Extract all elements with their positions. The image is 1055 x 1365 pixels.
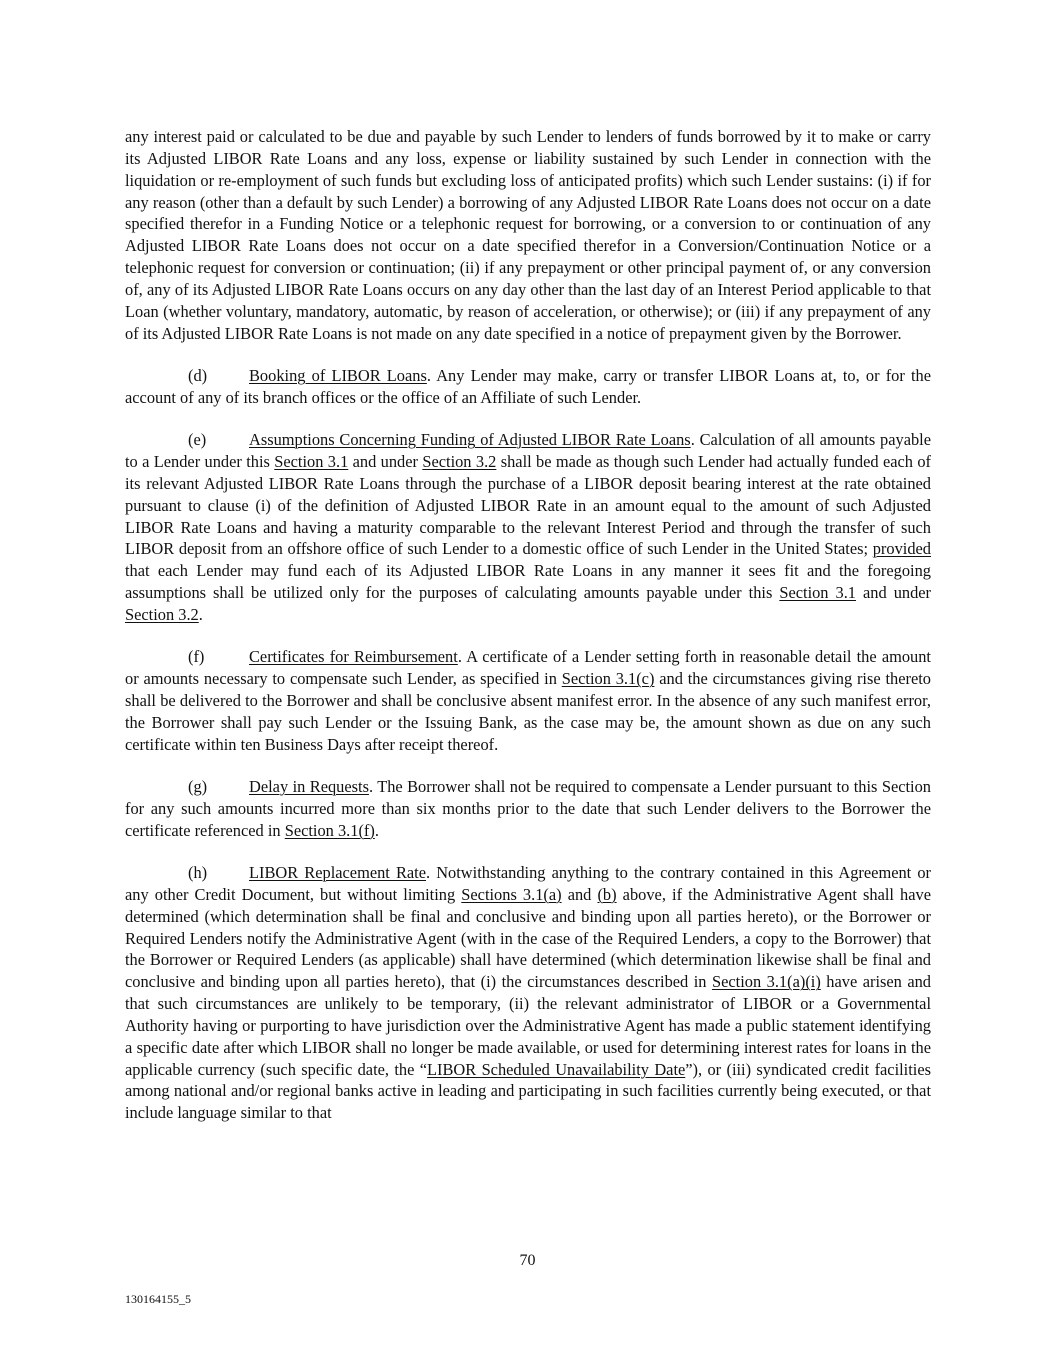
section-heading: Booking of LIBOR Loans: [249, 365, 427, 385]
page-number: 70: [519, 1252, 536, 1269]
section-text: ”), or (iii) syndicated credit facilities among national and/or regional banks active in leading and participating in such facilities currently being executed, or that include language similar to that: [125, 1059, 931, 1123]
section-h: [125, 862, 931, 1124]
cross-reference: (b): [597, 884, 617, 904]
cross-reference: Section 3.1(c): [561, 669, 655, 689]
section-text: . A certificate of a Lender setting forth in reasonable detail the amount or amounts necessary to compensate such Lender, as specified in: [125, 647, 931, 689]
cross-reference: Section 3.2: [125, 604, 199, 624]
cross-reference: Section 3.1: [274, 451, 349, 471]
cross-reference: Section 3.2: [422, 451, 497, 471]
section-text: and: [561, 884, 598, 904]
section-label: (d): [188, 365, 208, 385]
section-d: [125, 365, 931, 409]
section-text: shall be made as though such Lender had actually funded each of its relevant Adjusted LIBOR Rate Loans through the purchase of a LIBOR deposit bearing interest at the rate obtained pursuant to clause (i) of the definition of Adjusted LIBOR Rate in an amount equal to the amount of such Adjusted LIBOR Rate Loans and having a maturity comparable to the relevant Interest Period and through the transfer of such LIBOR deposit from an offshore office of such Lender to a domestic office of such Lender in the United States;: [125, 451, 931, 559]
section-text: .: [198, 604, 203, 624]
cross-reference: Sections 3.1(a): [461, 884, 562, 904]
section-label: (f): [188, 647, 205, 667]
paragraph-text: any interest paid or calculated to be due and payable by such Lender to lenders of funds borrowed by it to make or carry its Adjusted LIBOR Rate Loans and any loss, expense or liability sustained by such Lender in connection with the liquidation or re-employment of such funds but excluding loss of anticipated profits) which such Lender sustains: (i) if for any reason (other than a default by such Lender) a borrowing of any Adjusted LIBOR Rate Loans does not occur on a date specified therefor in a Funding Notice or a telephonic request for borrowing, or a conversion to or continuation of any Adjusted LIBOR Rate Loans does not occur on a date specified therefor in a Conversion/Continuation Notice or a telephonic request for conversion or continuation; (ii) if any prepayment or other principal payment of, or any conversion of, any of its Adjusted LIBOR Rate Loans occurs on any day other than the last day of an Interest Period applicable to that Loan (whether voluntary, mandatory, automatic, by reason of acceleration, or otherwise); or (iii) if any prepayment of any of its Adjusted LIBOR Rate Loans is not made on any date specified in a notice of prepayment given by the Borrower.: [125, 127, 931, 343]
section-text: .: [374, 820, 379, 840]
cross-reference: Section 3.1(f): [284, 820, 375, 840]
section-text: and under: [348, 451, 423, 471]
section-heading: Certificates for Reimbursement: [249, 647, 458, 667]
section-label: (e): [188, 430, 207, 450]
section-text: . Notwithstanding anything to the contrary contained in this Agreement or any other Credit Document, but without limiting: [125, 862, 931, 904]
section-e: [125, 429, 931, 626]
section-text: and under: [856, 583, 932, 603]
section-text: above, if the Administrative Agent shall have determined (which determination shall be final and conclusive and binding upon all parties hereto), or the Borrower or Required Lenders notify the Administrative Agent (with in the case of the Required Lenders, a copy to the Borrower) that the Borrower or Required Lenders (as applicable) shall have determined (which determination likewise shall be final and conclusive and binding upon all parties hereto), that (i) the circumstances described in: [125, 884, 931, 992]
section-text: that each Lender may fund each of its Adjusted LIBOR Rate Loans in any manner it sees fit and the foregoing assumptions shall be utilized only for the purposes of calculating amounts payable under this: [125, 561, 931, 603]
document-body: [125, 126, 931, 1145]
section-heading: LIBOR Replacement Rate: [249, 862, 426, 882]
section-text: and the circumstances giving rise thereto shall be delivered to the Borrower and shall be conclusive absent manifest error. In the absence of any such manifest error, the Borrower shall pay such Lender or the Issuing Bank, as the case may be, the amount shown as due on any such certificate within ten Business Days after receipt thereof.: [125, 669, 931, 754]
section-label: (g): [188, 776, 208, 796]
section-label: (h): [188, 862, 208, 882]
section-text: . Any Lender may make, carry or transfer LIBOR Loans at, to, or for the account of any of its branch offices or the office of an Affiliate of such Lender.: [125, 365, 932, 407]
defined-term: provided: [872, 539, 931, 559]
section-text: . The Borrower shall not be required to compensate a Lender pursuant to this Section for any such amounts incurred more than six months prior to the date that such Lender delivers to the Borrower the certificate referenced in: [125, 776, 931, 840]
section-g: [125, 776, 931, 842]
section-text: have arisen and that such circumstances are unlikely to be temporary, (ii) the relevant administrator of LIBOR or a Governmental Authority having or purporting to have jurisdiction over the Administrative Agent has made a public statement identifying a specific date after which LIBOR shall no longer be made available, or used for determining interest rates for loans in the applicable currency (such specific date, the “: [125, 972, 931, 1079]
paragraph-continuation: [125, 126, 931, 344]
defined-term: LIBOR Scheduled Unavailability Date: [427, 1059, 686, 1079]
cross-reference: Section 3.1(a)(i): [711, 972, 821, 992]
cross-reference: Section 3.1: [779, 583, 857, 603]
section-heading: Delay in Requests: [249, 776, 369, 796]
section-f: [125, 646, 931, 755]
document-id: 130164155_5: [125, 1292, 191, 1306]
section-heading: Assumptions Concerning Funding of Adjusted LIBOR Rate Loans: [249, 430, 691, 450]
section-text: . Calculation of all amounts payable to a Lender under this: [125, 430, 931, 471]
